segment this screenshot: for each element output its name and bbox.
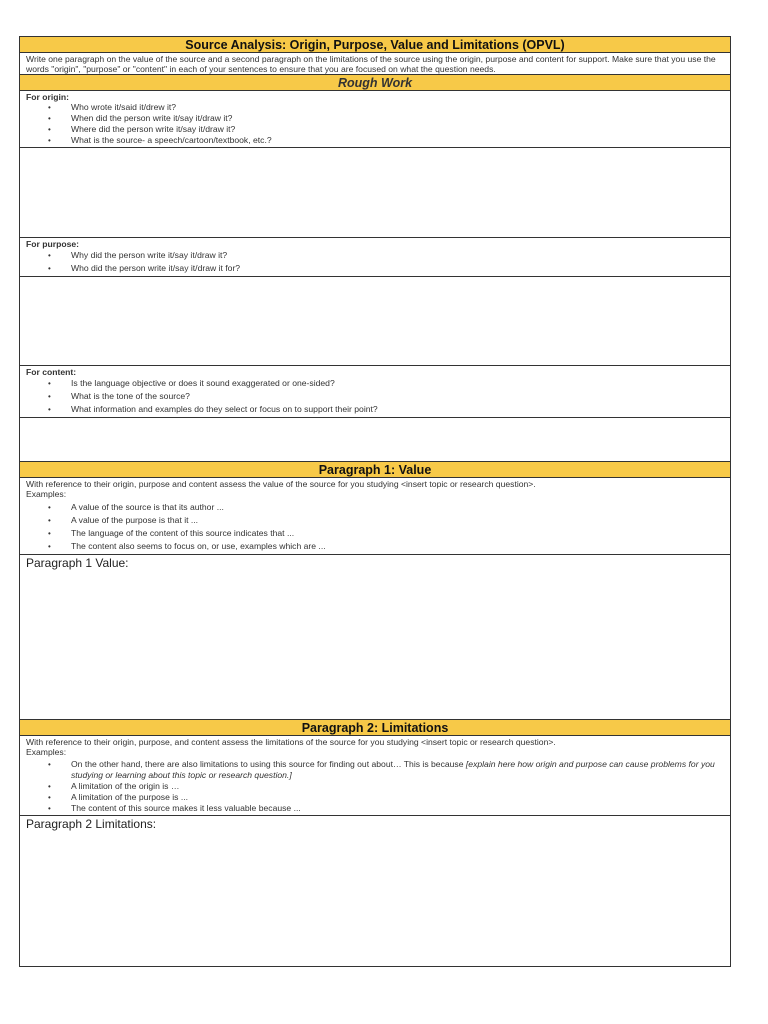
worksheet-title: Source Analysis: Origin, Purpose, Value and Limitations (OPVL) [20,37,730,53]
paragraph2-header: Paragraph 2: Limitations [20,720,730,736]
list-item: • What information and examples do they select or focus on to support their point? [20,403,730,416]
purpose-list [20,249,730,276]
intro-text: Write one paragraph on the value of the source and a second paragraph on the limitations of the source using the origin, purpose and content for support. Make sure that you use the words "origin", "purpose" or "content" in each of your sentences to ensure that you are focused on what the question needs. [20,53,730,75]
paragraph2-answer-label: Paragraph 2 Limitations: [26,816,157,831]
purpose-prompts [20,238,730,277]
list-item: • What is the tone of the source? [20,390,730,403]
list-item: • Is the language objective or does it sound exaggerated or one-sided? [20,377,730,390]
list-item: • Where did the person write it/say it/draw it? [20,124,730,135]
list-item: • The language of the content of this source indicates that ... [20,527,730,540]
list-item: • The content also seems to focus on, or use, examples which are ... [20,540,730,553]
content-label: For content: [26,367,77,377]
content-prompts [20,366,730,418]
list-item: • When did the person write it/say it/draw it? [20,113,730,124]
origin-label: For origin: [26,92,69,102]
list-item: • Who wrote it/said it/drew it? [20,102,730,113]
paragraph1-prompts [20,478,730,555]
paragraph2-prompts [20,736,730,816]
purpose-label: For purpose: [26,239,79,249]
list-item: • A limitation of the purpose is ... [20,792,730,803]
paragraph1-examples-list [20,501,730,554]
paragraph1-instruction: With reference to their origin, purpose and content assess the value of the source for you studying <insert topic or research question>. [26,479,536,489]
purpose-answer-area[interactable] [20,277,730,366]
origin-answer-area[interactable] [20,148,730,238]
list-item: • What is the source- a speech/cartoon/textbook, etc.? [20,135,730,146]
paragraph1-answer-label: Paragraph 1 Value: [26,555,129,570]
paragraph2-answer-area[interactable] [20,816,730,966]
list-item: • A limitation of the origin is … [20,781,730,792]
paragraph1-answer-area[interactable] [20,555,730,720]
origin-prompts [20,91,730,148]
rough-work-header: Rough Work [20,75,730,91]
paragraph2-examples-label: Examples: [26,747,67,758]
content-answer-area[interactable] [20,418,730,462]
content-list [20,377,730,417]
paragraph1-header: Paragraph 1: Value [20,462,730,478]
list-item: • Why did the person write it/say it/draw it? [20,249,730,262]
paragraph2-examples-list [20,759,730,815]
opvl-worksheet [19,36,731,967]
list-item: • Who did the person write it/say it/draw it for? [20,262,730,275]
list-item: • The content of this source makes it less valuable because ... [20,803,730,814]
origin-list [20,102,730,147]
list-item: • A value of the purpose is that it ... [20,514,730,527]
paragraph1-examples-label: Examples: [26,489,67,500]
list-item [20,759,730,781]
list-item-text: On the other hand, there are also limitations to using this source for finding out about… This is because [71,758,466,769]
list-item-hint: [explain here how origin and purpose can cause problems for you studying or learning about this topic or research question.] [71,758,715,780]
paragraph2-instruction: With reference to their origin, purpose, and content assess the limitations of the source for you studying <insert topic or research question>. [26,736,556,747]
list-item: • A value of the source is that its author ... [20,501,730,514]
